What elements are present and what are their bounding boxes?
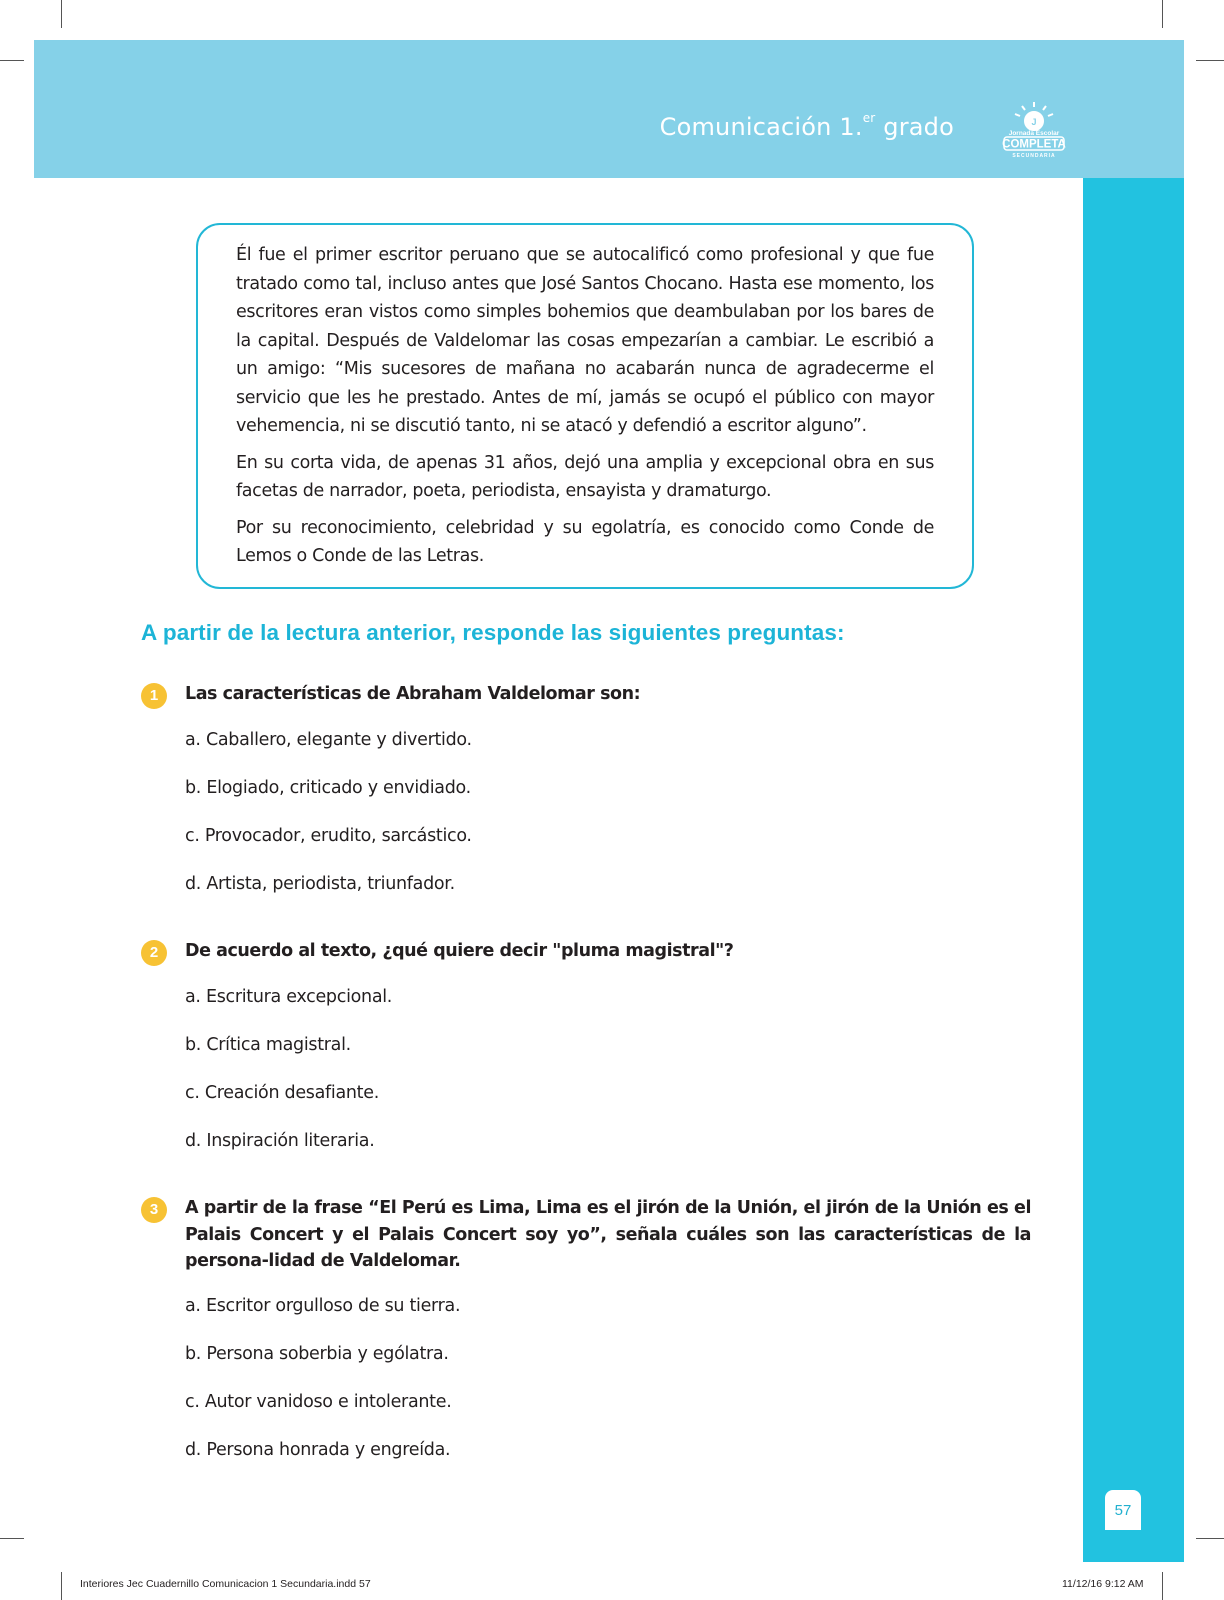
question-text: Las características de Abraham Valdelomar son: — [185, 684, 641, 704]
answer-option: a. Caballero, elegante y divertido. — [185, 730, 472, 750]
crop-mark — [61, 0, 62, 28]
crop-mark — [0, 60, 24, 61]
answer-option: c. Creación desafiante. — [185, 1083, 379, 1103]
question-number-badge: 3 — [141, 1197, 167, 1223]
question-text: De acuerdo al texto, ¿qué quiere decir "pluma magistral"? — [185, 941, 734, 961]
side-bar — [1083, 178, 1184, 1562]
footer-filename: Interiores Jec Cuadernillo Comunicacion 1 Secundaria.indd 57 — [80, 1578, 371, 1590]
reading-paragraph: En su corta vida, de apenas 31 años, dejó una amplia y excepcional obra en sus facetas de narrador, poeta, periodista, ensayista y dramaturgo. — [236, 452, 934, 501]
footer-timestamp: 11/12/16 9:12 AM — [1062, 1578, 1144, 1590]
jornada-escolar-logo — [992, 100, 1076, 160]
answer-option: b. Persona soberbia y ególatra. — [185, 1344, 449, 1364]
crop-mark — [1162, 1572, 1163, 1600]
answer-option: a. Escritura excepcional. — [185, 987, 393, 1007]
answer-option: d. Persona honrada y engreída. — [185, 1440, 451, 1460]
answer-option: c. Provocador, erudito, sarcástico. — [185, 826, 472, 846]
answer-option: d. Artista, periodista, triunfador. — [185, 874, 455, 894]
svg-text:J: J — [1031, 117, 1037, 127]
reading-paragraph: Él fue el primer escritor peruano que se autocalificó como profesional y que fue tratado como tal, incluso antes que José Santos Chocano. Hasta ese momento, los escritores eran vistos como simples bohemios que deambulaban por los bares de la capital. Después de Valdelomar las cosas empezarían a cambiar. Le escribió a un amigo: “Mis sucesores de mañana no acabarán nunca de agradecerme el servicio que les he prestado. Antes de mí, jamás se ocupó el público con mayor vehemencia, ni se discutió tanto, ni se atacó y defendió a escritor alguno”. — [236, 245, 934, 436]
svg-text:SECUNDARIA: SECUNDARIA — [1012, 153, 1056, 159]
crop-mark — [1196, 60, 1224, 61]
answer-option: d. Inspiración literaria. — [185, 1131, 375, 1151]
svg-text:Jornada Escolar: Jornada Escolar — [1008, 130, 1060, 137]
answer-option: b. Elogiado, criticado y envidiado. — [185, 778, 471, 798]
svg-text:COMPLETA: COMPLETA — [1002, 138, 1066, 151]
question-text: A partir de la frase “El Perú es Lima, Lima es el jirón de la Unión, el jirón de la Unión es el Palais Concert y el Palais Concert soy yo”, señala cuáles son las características de la persona-lidad de Valdelomar. — [185, 1198, 1031, 1271]
page-number: 57 — [1105, 1490, 1141, 1530]
page-title: Comunicación 1.$^{er}$ grado — [659, 111, 954, 141]
question-number-badge: 2 — [141, 940, 167, 966]
crop-mark — [1162, 0, 1163, 28]
reading-box — [196, 223, 974, 589]
answer-option: c. Autor vanidoso e intolerante. — [185, 1392, 452, 1412]
section-title: A partir de la lectura anterior, responde las siguientes preguntas: — [141, 620, 845, 645]
crop-mark — [61, 1572, 62, 1600]
answer-option: b. Crítica magistral. — [185, 1035, 351, 1055]
crop-mark — [1196, 1538, 1224, 1539]
question-number-badge: 1 — [141, 683, 167, 709]
reading-paragraph: Por su reconocimiento, celebridad y su egolatría, es conocido como Conde de Lemos o Conde de las Letras. — [236, 517, 934, 566]
crop-mark — [0, 1538, 24, 1539]
answer-option: a. Escritor orgulloso de su tierra. — [185, 1296, 461, 1316]
